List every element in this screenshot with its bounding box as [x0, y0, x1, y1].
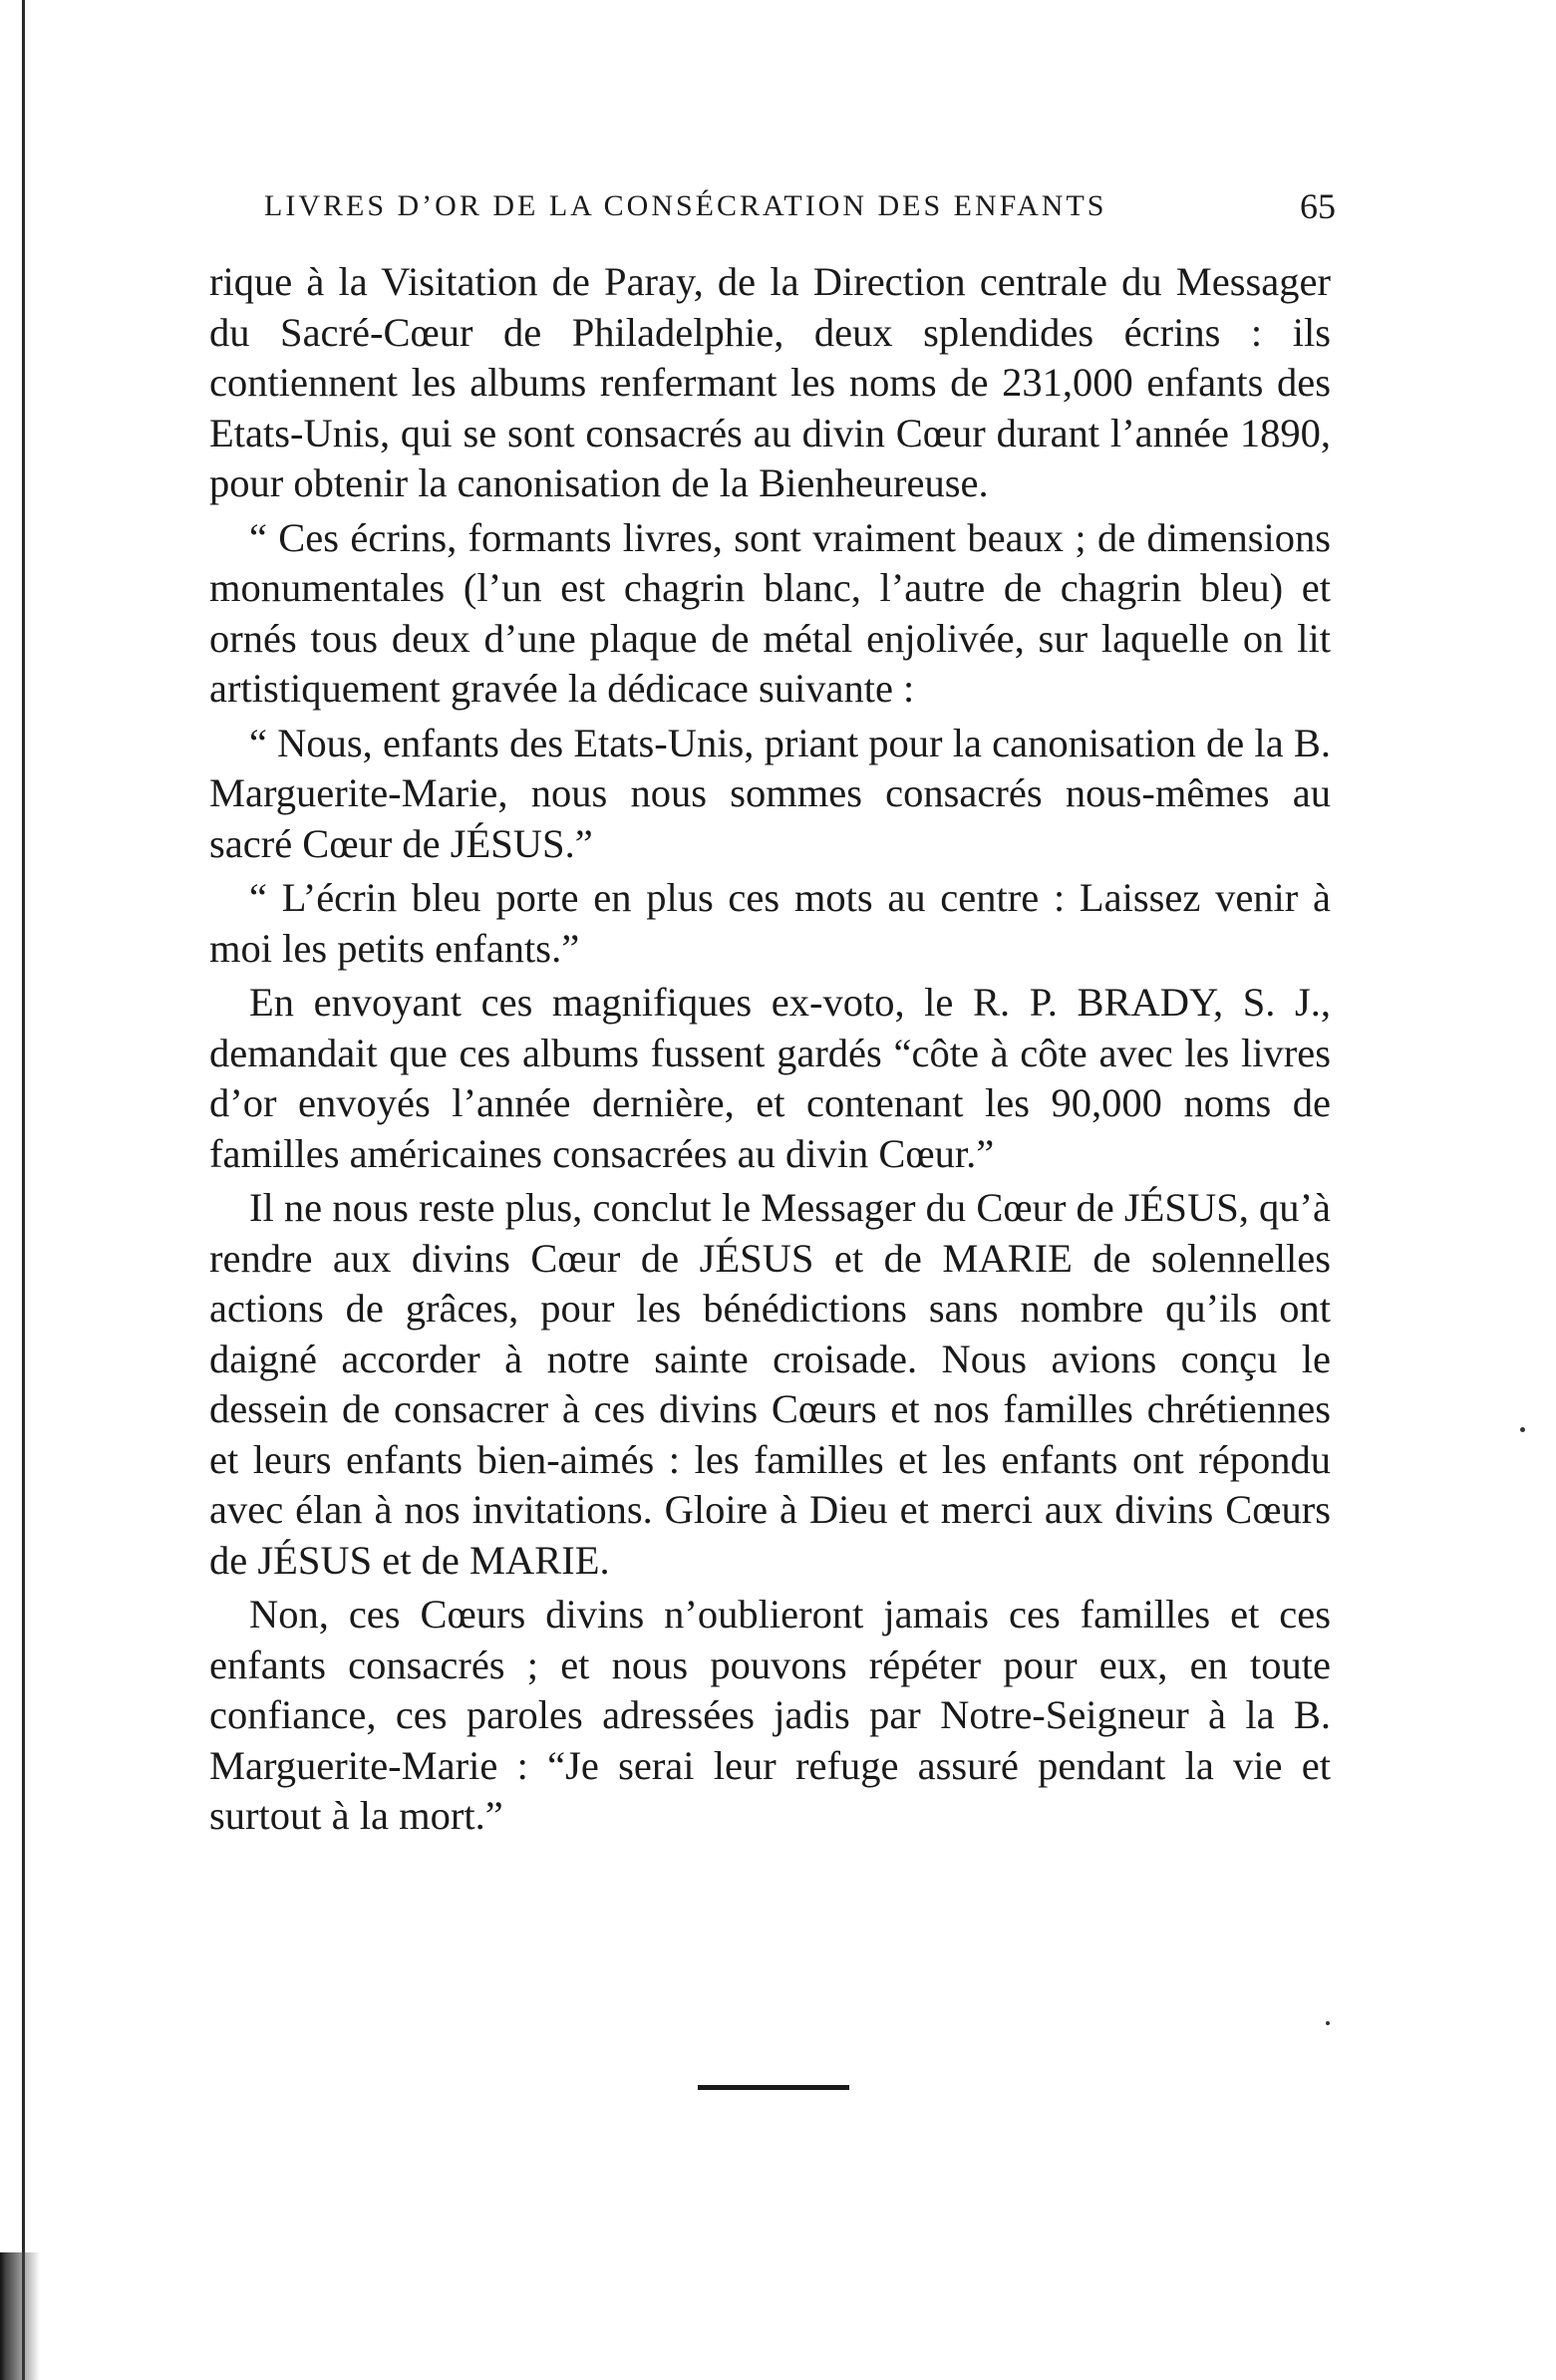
paragraph: “ Ces écrins, formants livres, sont vraiment beaux ; de dimensions monumentales (l’un est chagrin blanc, l’autre de chagrin bleu) et ornés tous deux d’une plaque de métal enjolivée, sur laquelle on lit artistiquement gravée la dédicace suivante : [209, 514, 1331, 711]
paragraph: Il ne nous reste plus, conclut le Messager du Cœur de JÉSUS, qu’à rendre aux divins Cœur de JÉSUS et de MARIE de solennelles actions de grâces, pour les bénédictions sans nombre qu’ils ont daigné accorder à notre sainte croisade. Nous avions conçu le dessein de consacrer à ces divins Cœurs et nos familles chrétiennes et leurs enfants bien-aimés : les familles et les enfants ont répondu avec élan à nos invitations. Gloire à Dieu et merci aux divins Cœurs de JÉSUS et de MARIE. [209, 1185, 1331, 1583]
paragraph: En envoyant ces magnifiques ex-voto, le R. P. BRADY, S. J., demandait que ces albums fussent gardés “côte à côte avec les livres d’or envoyés l’année dernière, et contenant les 90,000 noms de familles américaines consacrées au divin Cœur.” [209, 980, 1331, 1176]
running-head [209, 179, 1336, 239]
print-speck [1326, 2021, 1330, 2025]
page-number: 65 [1300, 186, 1336, 226]
paragraph: rique à la Visitation de Paray, de la Direction centrale du Messager du Sacré-Cœur de Philadelphie, deux splendides écrins : ils contiennent les albums renfermant les noms de 231,000 enfants des Etats-Unis, qui se sont consacrés au divin Cœur durant l’année 1890, pour obtenir la canonisation de la Bienheureuse. [209, 259, 1331, 505]
book-spine-shadow [0, 2252, 40, 2380]
paragraph: “ Nous, enfants des Etats-Unis, priant pour la canonisation de la B. Marguerite-Marie, nous nous sommes consacrés nous-mêmes au sacré Cœur de JÉSUS.” [209, 720, 1331, 866]
paragraph: “ L’écrin bleu porte en plus ces mots au centre : Laissez venir à moi les petits enfants.” [209, 875, 1331, 971]
paragraph: Non, ces Cœurs divins n’oublieront jamais ces familles et ces enfants consacrés ; et nous pouvons répéter pour eux, en toute confiance, ces paroles adressées jadis par Notre-Seigneur à la B. Marguerite-Marie : “Je serai leur refuge assuré pendant la vie et surtout à la mort.” [209, 1592, 1331, 1838]
running-head-title: LIVRES D’OR DE LA CONSÉCRATION DES ENFANTS [264, 189, 1107, 222]
end-rule [698, 2085, 849, 2090]
book-page [209, 179, 1336, 1842]
book-spine-edge [22, 0, 25, 2380]
print-speck [1520, 1427, 1525, 1432]
body-text [209, 257, 1331, 1842]
